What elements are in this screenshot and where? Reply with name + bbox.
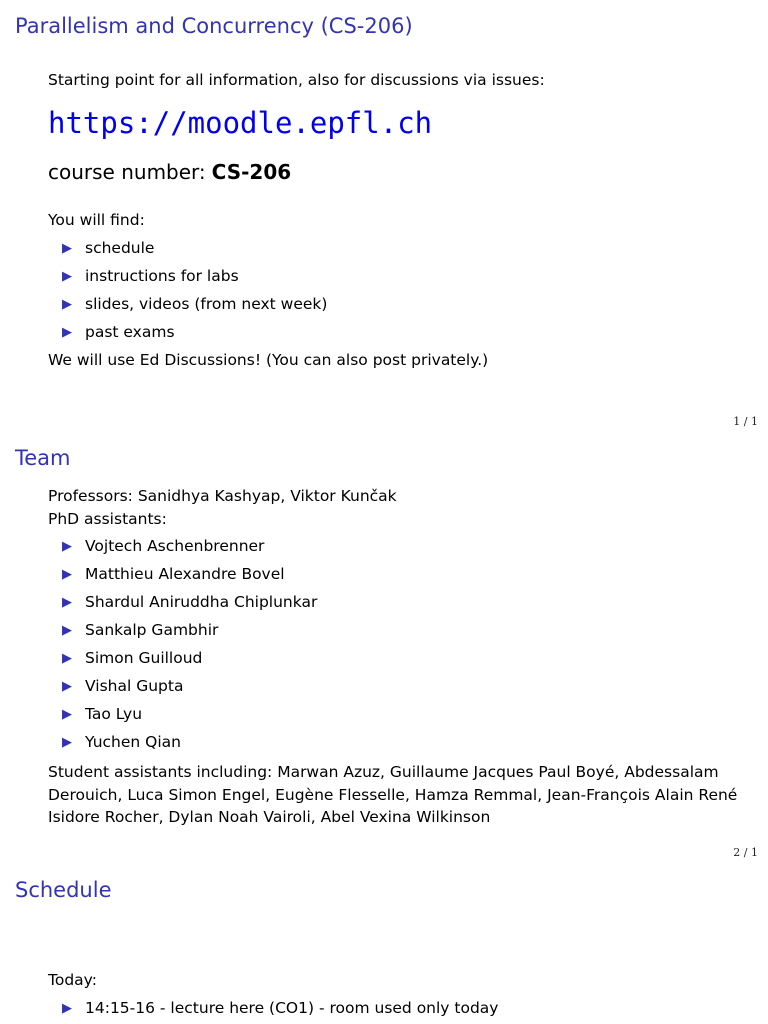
- list-item-label: Matthieu Alexandre Bovel: [85, 565, 285, 583]
- triangle-right-icon: ▶: [62, 734, 72, 750]
- triangle-right-icon: ▶: [62, 296, 72, 312]
- page-number: 1 / 1: [733, 415, 758, 428]
- triangle-right-icon: ▶: [62, 678, 72, 694]
- list-item-label: past exams: [85, 323, 175, 341]
- slide-title: Parallelism and Concurrency (CS-206): [15, 14, 413, 38]
- course-number-label: course number:: [48, 160, 206, 184]
- course-number-line: [48, 160, 291, 184]
- list-item: [62, 733, 181, 751]
- list-item-label: Tao Lyu: [85, 705, 143, 723]
- list-item: [62, 267, 239, 285]
- list-item-label: slides, videos (from next week): [85, 295, 328, 313]
- slide-schedule: [0, 870, 768, 1024]
- triangle-right-icon: ▶: [62, 622, 72, 638]
- list-item: [62, 621, 218, 639]
- course-code: CS-206: [211, 160, 292, 184]
- list-item: [62, 649, 202, 667]
- list-item-label: Vojtech Aschenbrenner: [85, 537, 265, 555]
- slide-title: Schedule: [15, 878, 112, 902]
- moodle-link[interactable]: https://moodle.epfl.ch: [48, 106, 433, 140]
- triangle-right-icon: ▶: [62, 650, 72, 666]
- find-label: You will find:: [48, 211, 145, 229]
- slide-title: Team: [15, 446, 71, 470]
- page-number: 2 / 1: [733, 846, 758, 859]
- triangle-right-icon: ▶: [62, 594, 72, 610]
- list-item: [62, 537, 264, 555]
- list-item: [62, 295, 327, 313]
- triangle-right-icon: ▶: [62, 706, 72, 722]
- list-item: [62, 323, 175, 341]
- list-item-label: schedule: [85, 239, 155, 257]
- triangle-right-icon: ▶: [62, 566, 72, 582]
- list-item-label: Vishal Gupta: [85, 677, 184, 695]
- triangle-right-icon: ▶: [62, 324, 72, 340]
- phd-label: PhD assistants:: [48, 510, 167, 528]
- list-item-label: Yuchen Qian: [85, 733, 181, 751]
- triangle-right-icon: ▶: [62, 240, 72, 256]
- triangle-right-icon: ▶: [62, 538, 72, 554]
- slide-course-intro: [0, 0, 768, 440]
- list-item-label: 14:15-16 - lecture here (CO1) - room used only today: [85, 999, 499, 1017]
- list-item-label: Sankalp Gambhir: [85, 621, 219, 639]
- list-item: [62, 593, 317, 611]
- list-item-label: Shardul Aniruddha Chiplunkar: [85, 593, 318, 611]
- triangle-right-icon: ▶: [62, 1000, 72, 1016]
- professors-text: Professors: Sanidhya Kashyap, Viktor Kunčak: [48, 487, 397, 505]
- list-item-label: Simon Guilloud: [85, 649, 203, 667]
- list-item-label: instructions for labs: [85, 267, 239, 285]
- list-item: [62, 705, 142, 723]
- today-label: Today:: [48, 971, 97, 989]
- student-assistants-text: Student assistants including: Marwan Azuz, Guillaume Jacques Paul Boyé, Abdessalam Derouich, Luca Simon Engel, Eugène Flesselle, Hamza Remmal, Jean-François Alain René Isidore Rocher, Dylan Noah Vairoli, Abel Vexina Wilkinson: [48, 763, 738, 826]
- list-item: [62, 239, 154, 257]
- list-item: [62, 677, 183, 695]
- slide-team: [0, 440, 768, 870]
- list-item: [62, 565, 285, 583]
- list-item: [62, 999, 498, 1017]
- closing-text: We will use Ed Discussions! (You can also post privately.): [48, 351, 489, 369]
- intro-text: Starting point for all information, also for discussions via issues:: [48, 71, 545, 89]
- triangle-right-icon: ▶: [62, 268, 72, 284]
